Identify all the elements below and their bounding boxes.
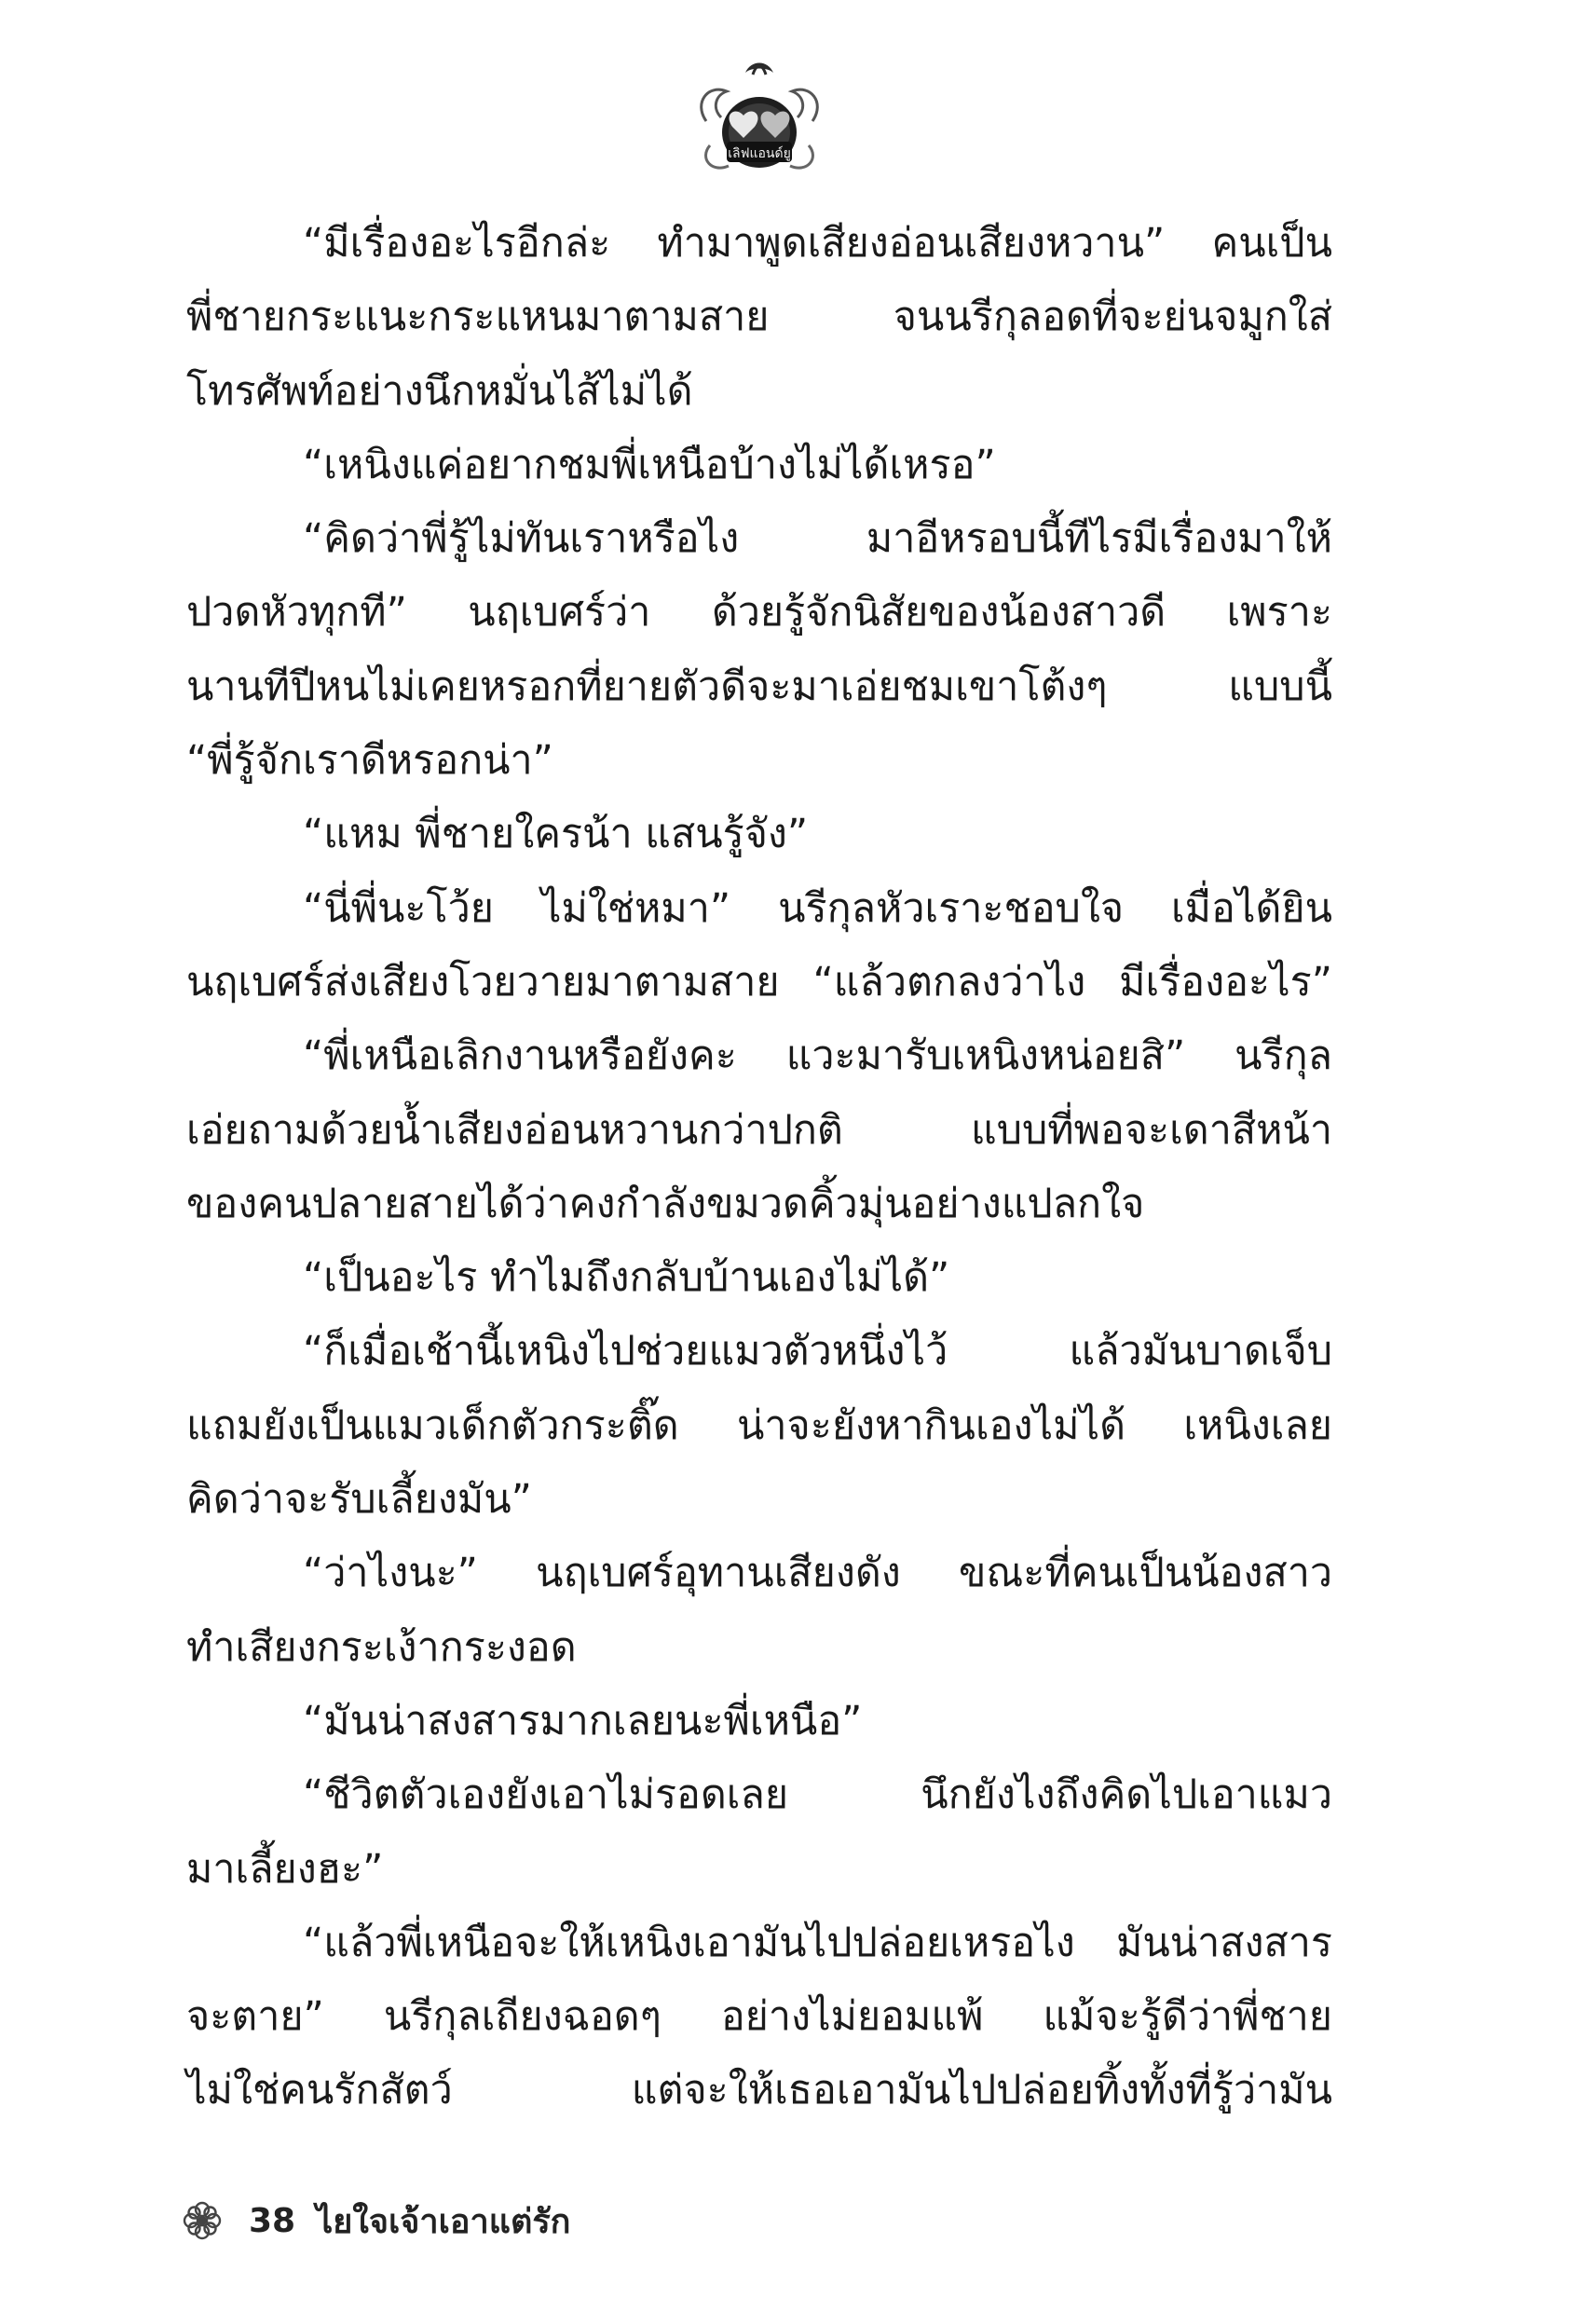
- body-line: “คิดว่าพี่รู้ไม่ทันเราหรือไง มาอีหรอบนี้ทีไรมีเรื่องมาให้: [303, 515, 1332, 563]
- body-line: “แหม พี่ชายใครน้า แสนรู้จัง”: [303, 811, 809, 858]
- page-footer: [182, 2193, 570, 2249]
- body-line: พี่ชายกระแนะกระแหนมาตามสาย จนนรีกุลอดที่จะย่นจมูกใส่: [186, 294, 1332, 341]
- body-line: “ว่าไงนะ” นฤเบศร์อุทานเสียงดัง ขณะที่คนเป็นน้องสาว: [303, 1550, 1332, 1597]
- header-emblem: [689, 56, 829, 182]
- page-number: 38: [249, 2201, 296, 2240]
- body-line: “แล้วพี่เหนือจะให้เหนิงเอามันไปปล่อยเหรอไง มันน่าสงสาร: [303, 1919, 1332, 1966]
- body-line: “มันน่าสงสารมากเลยนะพี่เหนือ”: [303, 1697, 863, 1744]
- body-line: นฤเบศร์ส่งเสียงโวยวายมาตามสาย “แล้วตกลงว่าไง มีเรื่องอะไร”: [186, 958, 1332, 1005]
- body-line: “มีเรื่องอะไรอีกล่ะ ทำมาพูดเสียงอ่อนเสียงหวาน” คนเป็น: [303, 220, 1332, 267]
- body-line: “พี่รู้จักเราดีหรอกน่า”: [186, 737, 553, 785]
- body-line: คิดว่าจะรับเลี้ยงมัน”: [186, 1476, 532, 1524]
- flower-ornament-icon: [182, 2200, 223, 2241]
- body-line: เอ่ยถามด้วยน้ำเสียงอ่อนหวานกว่าปกติ แบบที่พอจะเดาสีหน้า: [186, 1106, 1332, 1154]
- body-line: มาเลี้ยงฮะ”: [186, 1845, 384, 1893]
- body-line: “ก็เมื่อเช้านี้เหนิงไปช่วยแมวตัวหนึ่งไว้ แล้วมันบาดเจ็บ: [303, 1328, 1332, 1375]
- body-line: แถมยังเป็นแมวเด็กตัวกระติ๊ด น่าจะยังหากินเองไม่ได้ เหนิงเลย: [186, 1402, 1332, 1449]
- body-line: โทรศัพท์อย่างนึกหมั่นไส้ไม่ได้: [186, 367, 693, 415]
- body-line: “นี่พี่นะโว้ย ไม่ใช่หมา” นรีกุลหัวเราะชอบใจ เมื่อได้ยิน: [303, 884, 1332, 932]
- body-line: ไม่ใช่คนรักสัตว์ แต่จะให้เธอเอามันไปปล่อยทิ้งทั้งที่รู้ว่ามัน: [186, 2067, 1332, 2114]
- body-line: ปวดหัวทุกที” นฤเบศร์ว่า ด้วยรู้จักนิสัยของน้องสาวดี เพราะ: [186, 589, 1332, 636]
- crest-logo-icon: [689, 56, 829, 182]
- body-line: ของคนปลายสายได้ว่าคงกำลังขมวดคิ้วมุ่นอย่างแปลกใจ: [186, 1180, 1145, 1227]
- body-line: จะตาย” นรีกุลเถียงฉอดๆ อย่างไม่ยอมแพ้ แม้จะรู้ดีว่าพี่ชาย: [186, 1993, 1332, 2041]
- body-line: “ชีวิตตัวเองยังเอาไม่รอดเลย นึกยังไงถึงคิดไปเอาแมว: [303, 1771, 1332, 1819]
- body-line: “พี่เหนือเลิกงานหรือยังคะ แวะมารับเหนิงหน่อยสิ” นรีกุล: [303, 1032, 1332, 1080]
- body-line: นานทีปีหนไม่เคยหรอกที่ยายตัวดีจะมาเอ่ยชมเขาโต้งๆ แบบนี้: [186, 663, 1332, 710]
- body-line: “เป็นอะไร ทำไมถึงกลับบ้านเองไม่ได้”: [303, 1254, 950, 1302]
- svg-text:เลิฟแอนด์ยู: เลิฟแอนด์ยู: [728, 146, 791, 161]
- body-text: [186, 207, 1332, 2128]
- book-title: ไยใจเจ้าเอาแต่รัก: [316, 2202, 571, 2241]
- body-line: ทำเสียงกระเง้ากระงอด: [186, 1623, 577, 1671]
- body-line: “เหนิงแค่อยากชมพี่เหนือบ้างไม่ได้เหรอ”: [303, 441, 996, 488]
